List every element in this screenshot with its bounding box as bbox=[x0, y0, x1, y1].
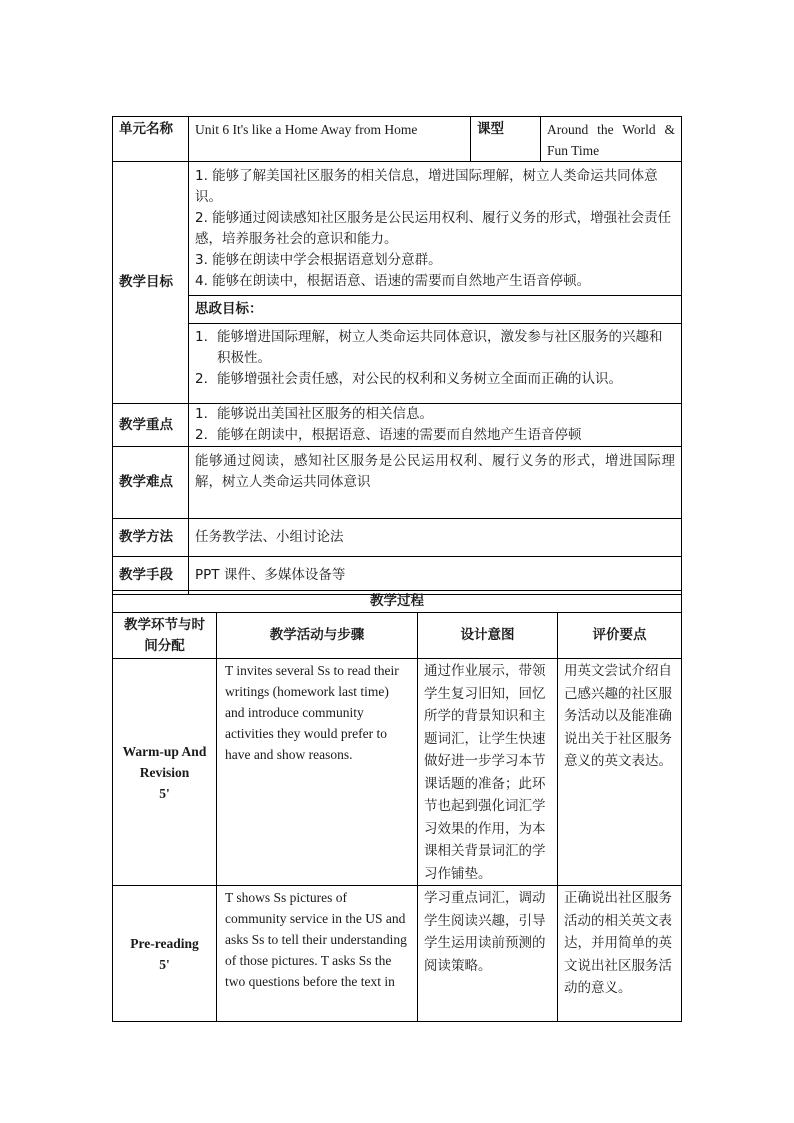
intent-cell: 学习重点词汇，调动学生阅读兴趣，引导学生运用读前预测的阅读策略。 bbox=[418, 886, 558, 1022]
teaching-goals-label: 教学目标 bbox=[113, 162, 189, 404]
table-row bbox=[113, 886, 682, 1022]
evaluation-cell: 正确说出社区服务活动的相关英文表达，并用简单的英文说出社区服务活动的意义。 bbox=[558, 886, 682, 1022]
sizheng-num: 1. bbox=[195, 329, 208, 345]
sizheng-section bbox=[189, 295, 681, 390]
stage-cell bbox=[113, 886, 217, 1022]
header-stage: 教学环节与时间分配 bbox=[113, 613, 217, 659]
key-points-cell bbox=[189, 404, 682, 447]
teaching-method-label: 教学方法 bbox=[113, 519, 189, 557]
header-evaluation: 评价要点 bbox=[558, 613, 682, 659]
unit-name-value: Unit 6 It's like a Home Away from Home bbox=[189, 117, 471, 162]
sizheng-text: 能够增进国际理解，树立人类命运共同体意识，激发参与社区服务的兴趣和积极性。 bbox=[217, 329, 663, 366]
teaching-means-text: PPT 课件、多媒体设备等 bbox=[189, 557, 682, 595]
activity-cell: T shows Ss pictures of community service in the US and asks Ss to tell their understanding of those pictures. T asks Ss the two questions before the text in bbox=[217, 886, 418, 1022]
teaching-means-label: 教学手段 bbox=[113, 557, 189, 595]
key-text: 能够说出美国社区服务的相关信息。 bbox=[217, 406, 433, 422]
header-intent: 设计意图 bbox=[418, 613, 558, 659]
stage-time: 5' bbox=[159, 785, 170, 801]
goal-item: 2. 能够通过阅读感知社区服务是公民运用权利、履行义务的形式，增强社会责任感，培养服务社会的意识和能力。 bbox=[195, 210, 672, 247]
key-text: 能够在朗读中，根据语意、语速的需要而自然地产生语音停顿 bbox=[217, 427, 582, 443]
intent-cell: 通过作业展示，带领学生复习旧知，回忆所学的背景知识和主题词汇，让学生快速做好进一步学习本节课话题的准备；此环节也起到强化词汇学习效果的作用，为本课相关背景词汇的学习作铺垫。 bbox=[418, 659, 558, 886]
goal-item: 1. 能够了解美国社区服务的相关信息，增进国际理解，树立人类命运共同体意识。 bbox=[195, 168, 658, 205]
sizheng-num: 2. bbox=[195, 371, 208, 387]
key-item bbox=[195, 425, 675, 446]
sizheng-item bbox=[195, 327, 675, 369]
sizheng-list bbox=[189, 323, 681, 390]
key-item bbox=[195, 404, 675, 425]
teaching-goals-cell bbox=[189, 162, 682, 404]
stage-name: Warm-up And Revision bbox=[122, 743, 207, 780]
teaching-method-text: 任务教学法、小组讨论法 bbox=[189, 519, 682, 557]
difficult-points-text: 能够通过阅读，感知社区服务是公民运用权利、履行义务的形式，增进国际理解，树立人类命运共同体意识 bbox=[189, 447, 682, 519]
key-num: 1. bbox=[195, 406, 208, 422]
course-info-table bbox=[112, 116, 682, 595]
lesson-type-label: 课型 bbox=[471, 117, 541, 162]
stage-name: Pre-reading bbox=[130, 935, 199, 951]
lesson-type-value: Around the World & Fun Time bbox=[541, 117, 682, 162]
goal-item: 3. 能够在朗读中学会根据语意划分意群。 bbox=[195, 252, 442, 268]
sizheng-title: 思政目标： bbox=[195, 301, 263, 317]
evaluation-cell: 用英文尝试介绍自己感兴趣的社区服务活动以及能准确说出关于社区服务意义的英文表达。 bbox=[558, 659, 682, 886]
difficult-points-label: 教学难点 bbox=[113, 447, 189, 519]
goal-item: 4. 能够在朗读中，根据语意、语速的需要而自然地产生语音停顿。 bbox=[195, 273, 591, 289]
header-activity: 教学活动与步骤 bbox=[217, 613, 418, 659]
process-title: 教学过程 bbox=[113, 591, 682, 613]
stage-cell bbox=[113, 659, 217, 886]
unit-name-label: 单元名称 bbox=[113, 117, 189, 162]
sizheng-item bbox=[195, 369, 675, 390]
table-row bbox=[113, 659, 682, 886]
sizheng-text: 能够增强社会责任感，对公民的权利和义务树立全面而正确的认识。 bbox=[217, 371, 622, 387]
key-num: 2. bbox=[195, 427, 208, 443]
key-points-label: 教学重点 bbox=[113, 404, 189, 447]
stage-time: 5' bbox=[159, 956, 170, 972]
activity-cell: T invites several Ss to read their writings (homework last time) and introduce community activities they would prefer to have and show reasons. bbox=[217, 659, 418, 886]
teaching-process-table bbox=[112, 590, 682, 1022]
